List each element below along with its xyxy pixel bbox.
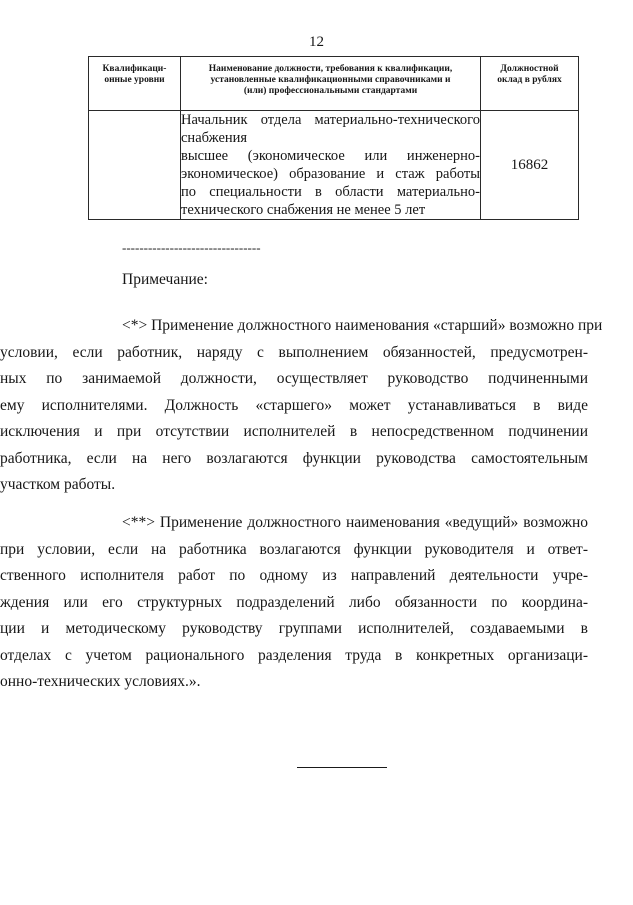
paragraph-line: <**> Применение должностного наименования «ведущий» возможно [122,514,588,531]
paragraph-line: ных по занимаемой должности, осуществляет руководство подчиненными [0,370,588,387]
header-qualification-levels [89,57,181,111]
paragraph-line: ему исполнителями. Должность «старшего» может устанавливаться в виде [0,396,588,414]
header-position-requirements [181,57,481,111]
description-line: высшее (экономическое или инженерно- [181,148,480,164]
cell-position-description [181,111,481,220]
header-text-line: Должностной [500,64,559,74]
table-row [89,111,579,220]
qualification-table [88,56,579,220]
header-text-line: (или) профессиональными стандартами [243,86,418,96]
footnote-separator: -------------------------------- [122,240,261,255]
note-paragraph-leading [0,510,588,696]
description-line: Начальник отдела материально-технического [181,112,480,128]
paragraph-line: при условии, если на работника возлагаются функции руководителя и ответ- [0,540,588,558]
description-line: снабжения [181,130,248,146]
header-text-line: оклад в рублях [497,75,562,85]
cell-salary: 16862 [481,111,579,220]
paragraph-line: ственного исполнителя работ по одному из направлений деятельности учре- [0,567,588,584]
paragraph-line: ждения или его структурных подразделений либо обязанности по координа- [0,593,588,611]
note-heading: Примечание: [122,271,208,288]
paragraph-line: <*> Применение должностного наименования «старший» возможно при [122,317,603,334]
paragraph-line: исключения и при отсутствии исполнителей в непосредственном подчинении [0,423,588,440]
document-end-rule [297,767,387,768]
cell-qualification-level [89,111,181,220]
description-line: экономическое) образование и стаж работы [181,166,480,182]
paragraph-line: онно-технических условиях.». [0,673,201,690]
table-header-row [89,57,579,111]
page-number: 12 [309,34,324,50]
paragraph-line: участком работы. [0,476,116,493]
paragraph-line: условии, если работник, наряду с выполнением обязанностей, предусмотрен- [0,343,588,361]
header-salary [481,57,579,111]
paragraph-line: отделах с учетом рационального разделения труда в конкретных организаци- [0,646,588,664]
paragraph-line: работника, если на него возлагаются функции руководства самостоятельным [0,449,588,467]
paragraph-line: ции и методическому руководству группами исполнителей, создаваемыми в [0,620,588,637]
header-text-line: Квалификаци- [102,64,167,74]
header-text-line: Наименование должности, требования к квалификации, [208,64,453,74]
header-text-line: установленные квалификационными справочниками и [210,75,451,85]
description-line: по специальности в области материально- [181,184,480,200]
note-paragraph-senior [0,313,603,499]
header-text-line: онные уровни [104,75,165,85]
description-line: технического снабжения не менее 5 лет [181,202,426,218]
